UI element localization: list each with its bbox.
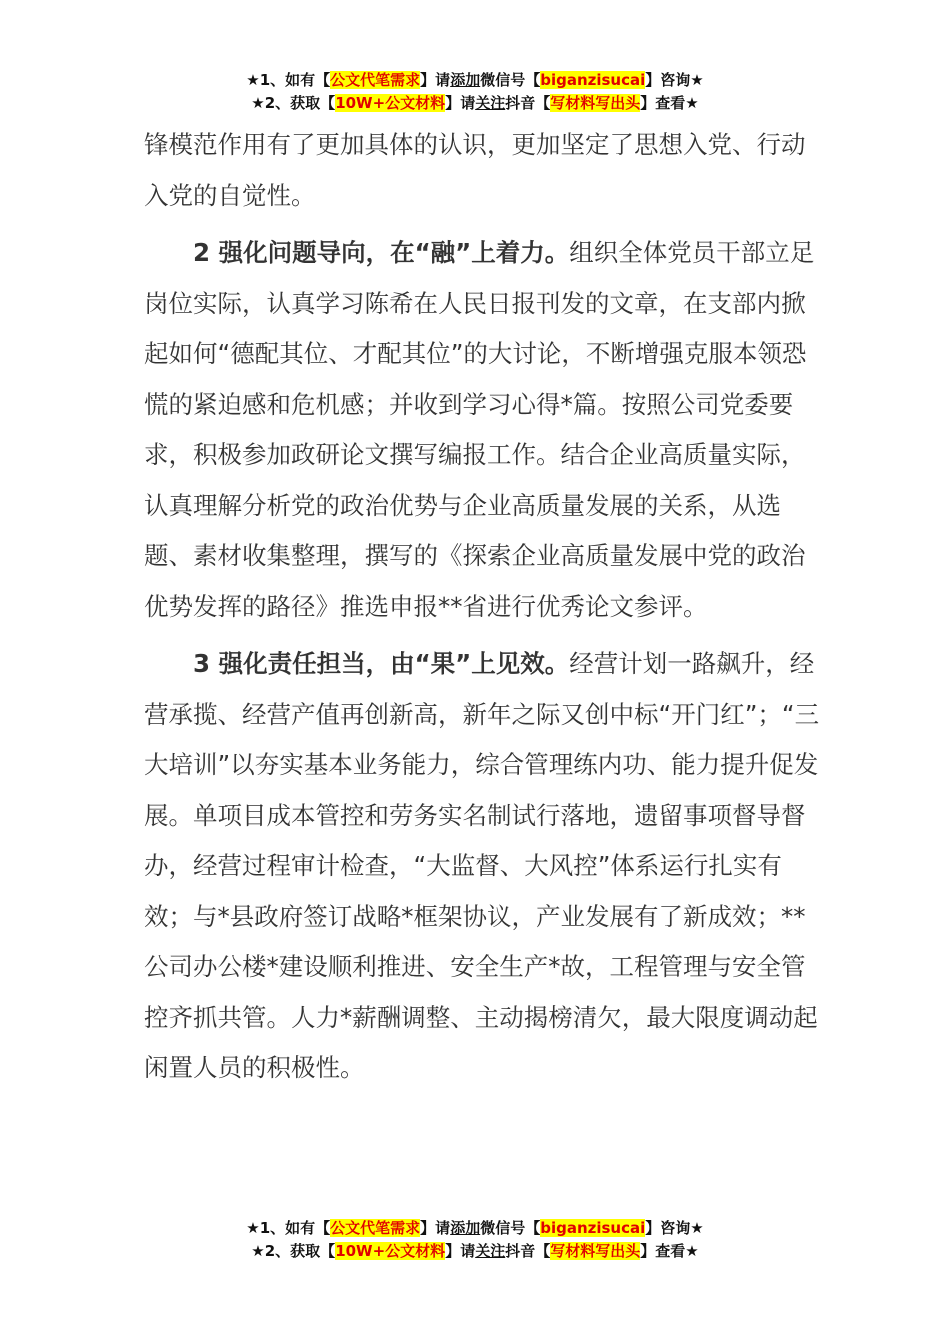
banner-text: 微信号【 [480, 1219, 541, 1237]
banner-text: 】查看★ [640, 1242, 699, 1260]
banner-emphasis-add: 添加 [450, 1219, 481, 1237]
highlight-douyin-id: 写材料写出头 [550, 94, 641, 112]
banner-text: ★1、如有【 [246, 1219, 331, 1237]
header-banner [0, 69, 950, 115]
highlight-wechat-id: biganzisucai [540, 1219, 646, 1237]
banner-emphasis-follow: 关注 [475, 1242, 506, 1260]
banner-text: 抖音【 [505, 94, 551, 112]
banner-line-2 [0, 1240, 950, 1263]
banner-emphasis-add: 添加 [450, 71, 481, 89]
highlight-material: 10W+公文材料 [335, 1242, 446, 1260]
paragraph-2-lead: 2 强化问题导向，在“融”上着力。 [193, 238, 570, 267]
highlight-douyin-id: 写材料写出头 [550, 1242, 641, 1260]
banner-text: 】请 [445, 94, 476, 112]
highlight-need: 公文代笔需求 [330, 1219, 421, 1237]
banner-text: 】请 [445, 1242, 476, 1260]
paragraph-3 [144, 639, 824, 1094]
banner-line-1 [0, 1217, 950, 1240]
paragraph-2-body: 组织全体党员干部立足岗位实际，认真学习陈希在人民日报刊发的文章，在支部内掀起如何“德配其位、才配其位”的大讨论，不断增强克服本领恐慌的紧迫感和危机感；并收到学习心得*篇。按照公司党委要求，积极参加政研论文撰写编报工作。结合企业高质量实际，认真理解分析党的政治优势与企业高质量发展的关系，从选题、素材收集整理，撰写的《探索企业高质量发展中党的政治优势发挥的路径》推选申报**省进行优秀论文参评。 [144, 238, 815, 621]
banner-text: 抖音【 [505, 1242, 551, 1260]
banner-line-1 [0, 69, 950, 92]
banner-text: ★2、获取【 [251, 94, 336, 112]
paragraph-continuation: 锋模范作用有了更加具体的认识，更加坚定了思想入党、行动入党的自觉性。 [144, 130, 806, 210]
banner-text: 】咨询★ [645, 1219, 704, 1237]
paragraph-3-lead: 3 强化责任担当，由“果”上见效。 [193, 649, 570, 678]
banner-text: 微信号【 [480, 71, 541, 89]
banner-text: 】查看★ [640, 94, 699, 112]
banner-emphasis-follow: 关注 [475, 94, 506, 112]
highlight-need: 公文代笔需求 [330, 71, 421, 89]
banner-text: 】咨询★ [645, 71, 704, 89]
footer-banner [0, 1217, 950, 1263]
banner-text: 】请 [420, 71, 451, 89]
banner-text: ★1、如有【 [246, 71, 331, 89]
highlight-material: 10W+公文材料 [335, 94, 446, 112]
paragraph-2 [144, 228, 824, 632]
paragraph-3-body: 经营计划一路飙升，经营承揽、经营产值再创新高，新年之际又创中标“开门红”；“三大培训”以夯实基本业务能力，综合管理练内功、能力提升促发展。单项目成本管控和劳务实名制试行落地，遗留事项督导督办，经营过程审计检查，“大监督、大风控”体系运行扎实有效；与*县政府签订战略*框架协议，产业发展有了新成效；**公司办公楼*建设顺利推进、安全生产*故，工程管理与安全管控齐抓共管。人力*薪酬调整、主动揭榜清欠，最大限度调动起闲置人员的积极性。 [144, 649, 820, 1082]
highlight-wechat-id: biganzisucai [540, 71, 646, 89]
banner-text: 】请 [420, 1219, 451, 1237]
banner-text: ★2、获取【 [251, 1242, 336, 1260]
banner-line-2 [0, 92, 950, 115]
document-body [144, 120, 824, 1094]
